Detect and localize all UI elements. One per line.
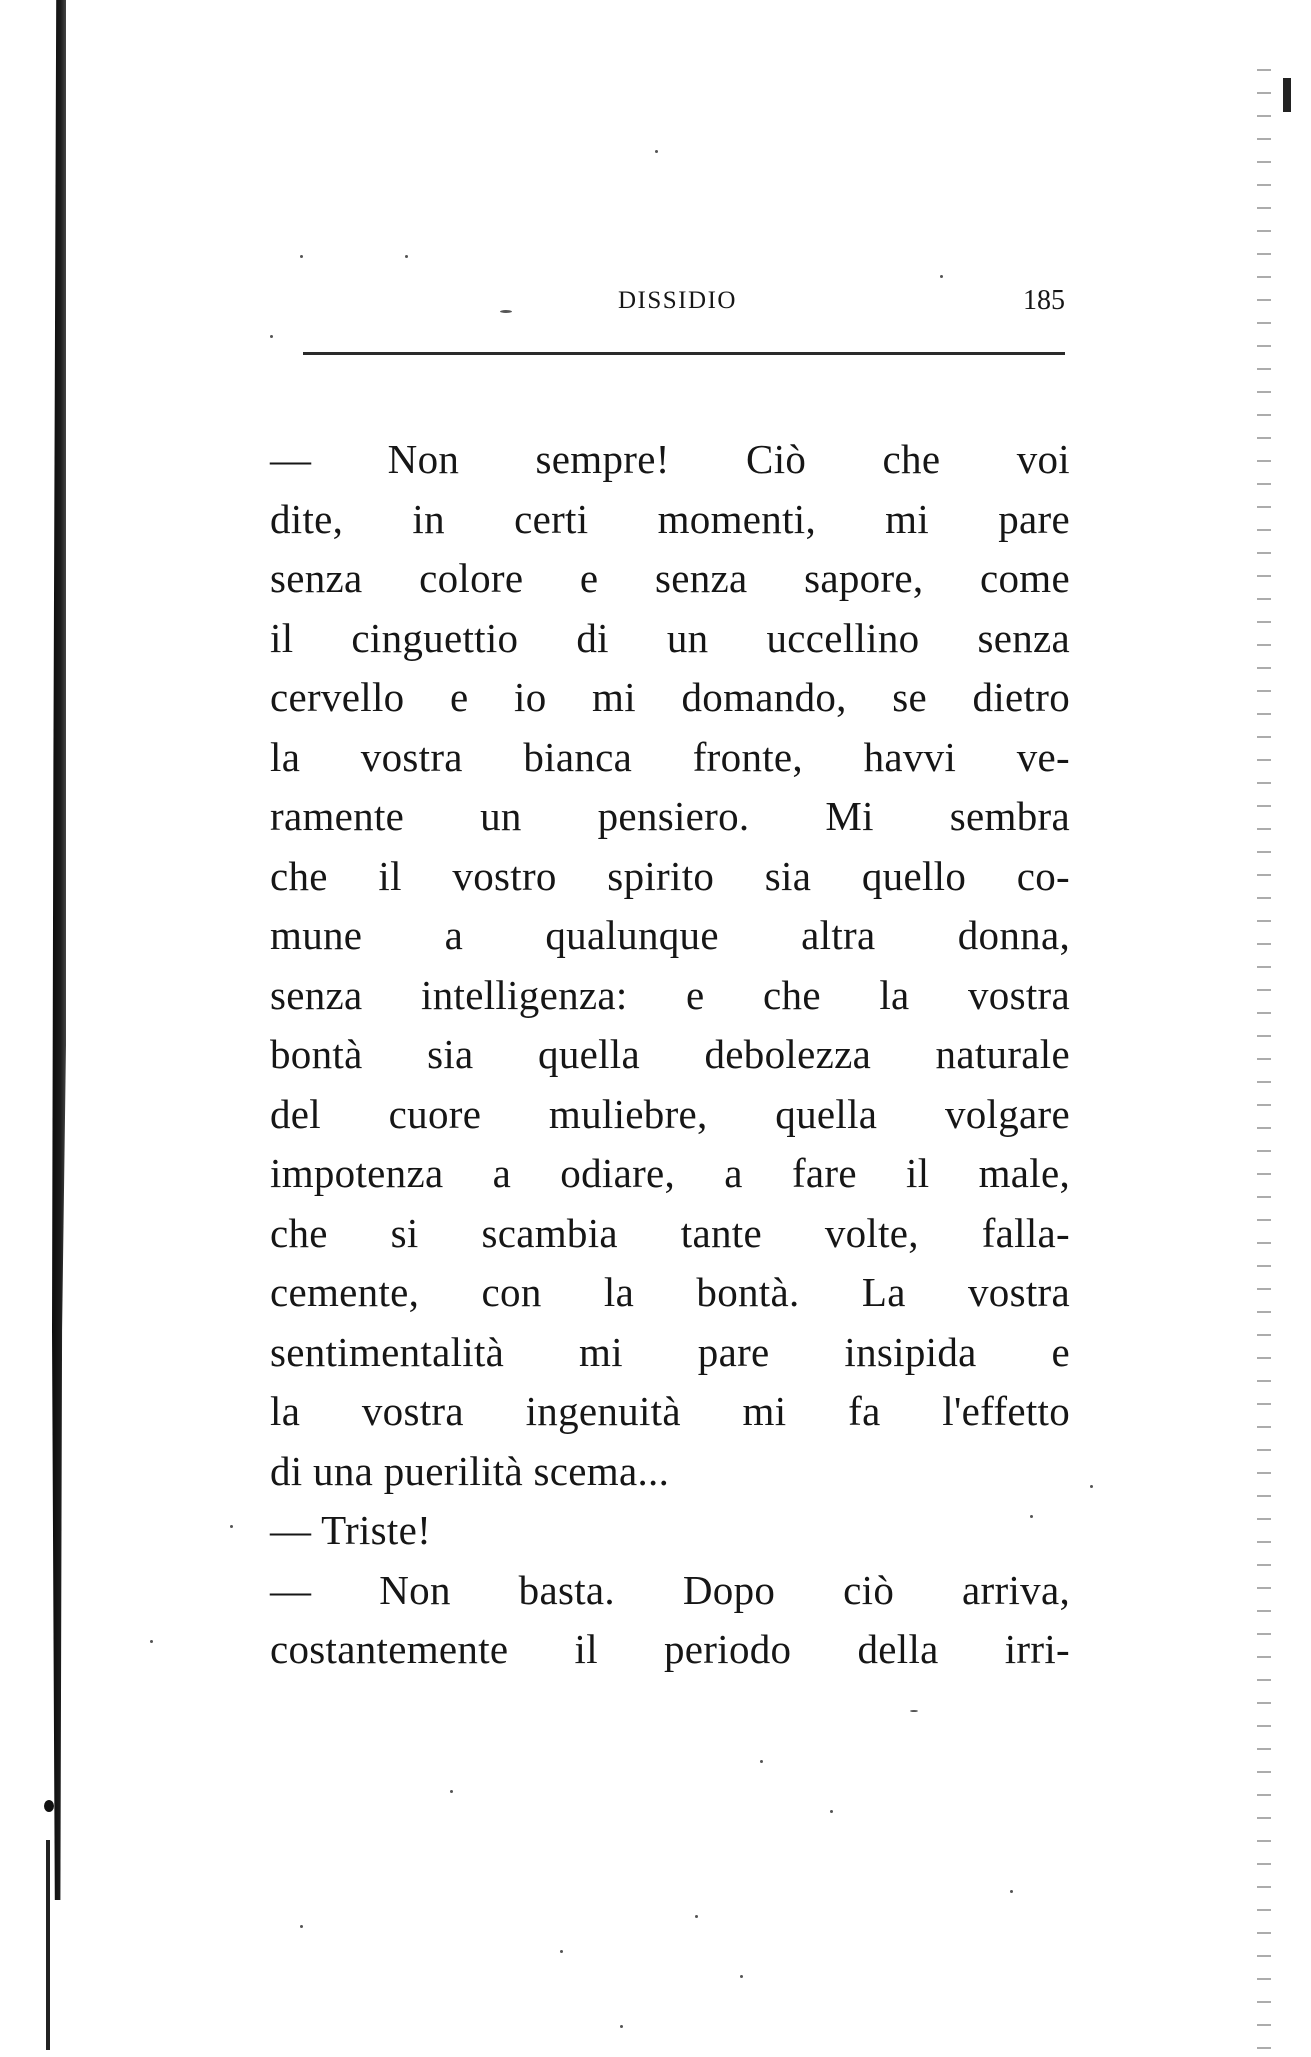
speck: [655, 150, 658, 153]
speck: [760, 1760, 763, 1763]
text-line: che si scambia tante volte, falla-: [270, 1209, 1070, 1256]
page-number: 185: [1023, 285, 1065, 316]
text-line: senza intelligenza: e che la vostra: [270, 971, 1070, 1018]
speck: [695, 1915, 698, 1918]
page-edge-bleed: [1257, 60, 1271, 2050]
running-head: [300, 287, 1065, 327]
speck: [150, 1640, 153, 1643]
text-line: cemente, con la bontà. La vostra: [270, 1269, 1070, 1315]
speck: [230, 1525, 233, 1528]
text-line: del cuore muliebre, quella volgare: [270, 1090, 1070, 1137]
header-rule: [303, 352, 1065, 355]
speck: [1090, 1485, 1093, 1488]
text-line: senza colore e senza sapore, come: [270, 555, 1070, 601]
text-line: mune a qualunque altra donna,: [270, 912, 1070, 958]
ink-spot: [44, 1800, 54, 1812]
text-line: ramente un pensiero. Mi sembra: [270, 793, 1070, 839]
speck: [450, 1790, 453, 1793]
text-line: di una puerilità scema...: [270, 1447, 670, 1494]
text-line: — Non basta. Dopo ciò arriva,: [270, 1566, 1070, 1613]
speck: [910, 1710, 918, 1712]
speck: [560, 1950, 563, 1953]
body-text: [270, 430, 1070, 1680]
text-line: impotenza a odiare, a fare il male,: [270, 1150, 1070, 1196]
text-line: cervello e io mi domando, se dietro: [270, 674, 1070, 720]
speck: [740, 1975, 743, 1978]
binding-shadow: [46, 1840, 50, 2050]
text-line: dite, in certi momenti, mi pare: [270, 495, 1070, 542]
text-line: il cinguettio di un uccellino senza: [270, 614, 1070, 661]
text-line: costantemente il periodo della irri-: [270, 1626, 1070, 1672]
text-line: bontà sia quella debolezza naturale: [270, 1031, 1070, 1077]
text-line: che il vostro spirito sia quello co-: [270, 852, 1070, 899]
page-edge-mark: [1283, 78, 1291, 112]
speck: [300, 255, 303, 258]
speck: [830, 1810, 833, 1813]
speck: [620, 2025, 623, 2028]
text-line: la vostra ingenuità mi fa l'effetto: [270, 1388, 1070, 1434]
speck: [940, 275, 943, 278]
text-line: — Non sempre! Ciò che voi: [270, 436, 1070, 482]
running-title: DISSIDIO: [618, 287, 737, 314]
speck: [270, 335, 273, 338]
text-line: — Triste!: [270, 1507, 432, 1553]
speck: [1010, 1890, 1013, 1893]
speck: [405, 255, 408, 258]
text-line: sentimentalità mi pare insipida e: [270, 1328, 1070, 1375]
text-line: la vostra bianca fronte, havvi ve-: [270, 733, 1070, 780]
speck: [300, 1925, 303, 1928]
binding-edge: [52, 0, 66, 1900]
